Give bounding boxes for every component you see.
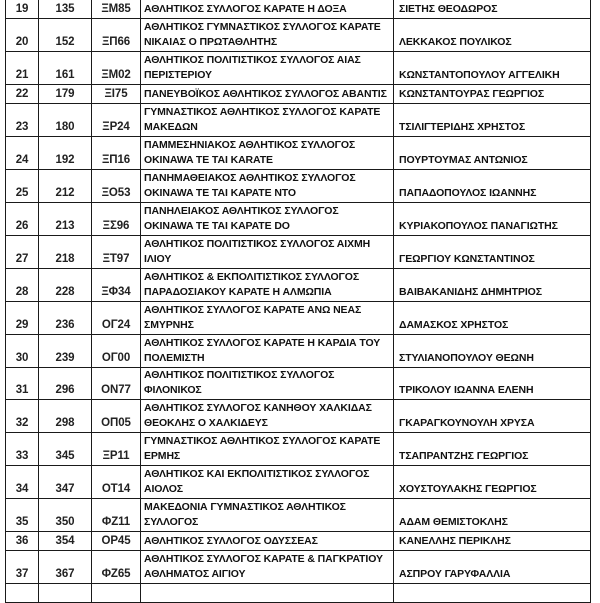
club-name: ΑΘΛΗΤΙΚΟΣ ΣΥΛΛΟΓΟΣ ΚΑΝΗΘΟΥ ΧΑΛΚΙΔΑΣ ΘΕΟΚΛΗΣ Ο ΧΑΛΚΙΔΕΥΣ xyxy=(141,400,394,433)
club-code: ΞΡ24 xyxy=(92,104,141,137)
club-name: ΑΘΛΗΤΙΚΟΣ ΓΥΜΝΑΣΤΙΚΟΣ ΣΥΛΛΟΓΟΣ ΚΑΡΑΤΕ ΝΙΚΑΙΑΣ Ο ΠΡΩΤΑΘΛΗΤΗΣ xyxy=(141,19,394,52)
table-row xyxy=(6,433,591,466)
club-name: ΑΘΛΗΤΙΚΟΣ ΣΥΛΛΟΓΟΣ ΟΔΥΣΣΕΑΣ xyxy=(141,532,394,551)
row-number: 23 xyxy=(6,104,39,137)
representative-name: ΒΑΙΒΑΚΑΝΙΔΗΣ ΔΗΜΗΤΡΙΟΣ xyxy=(394,269,591,302)
table-row xyxy=(6,335,591,368)
row-number: 20 xyxy=(6,19,39,52)
registry-number: 228 xyxy=(39,269,92,302)
row-number: 22 xyxy=(6,85,39,104)
registry-number: 236 xyxy=(39,302,92,335)
row-number: 33 xyxy=(6,433,39,466)
club-name: ΑΘΛΗΤΙΚΟΣ ΣΥΛΛΟΓΟΣ ΚΑΡΑΤΕ Η ΚΑΡΔΙΑ ΤΟΥ ΠΟΛΕΜΙΣΤΗ xyxy=(141,335,394,368)
club-code: ΞΦ34 xyxy=(92,269,141,302)
row-number: 30 xyxy=(6,335,39,368)
registry-number: 212 xyxy=(39,170,92,203)
registry-number: 345 xyxy=(39,433,92,466)
club-name: ΓΥΜΝΑΣΤΙΚΟΣ ΑΘΛΗΤΙΚΟΣ ΣΥΛΛΟΓΟΣ ΚΑΡΑΤΕ ΕΡΜΗΣ xyxy=(141,433,394,466)
table-row xyxy=(6,466,591,499)
empty-cell xyxy=(141,584,394,603)
representative-name: ΔΑΜΑΣΚΟΣ ΧΡΗΣΤΟΣ xyxy=(394,302,591,335)
registry-number: 298 xyxy=(39,400,92,433)
clubs-table-body xyxy=(6,0,591,603)
club-name: ΑΘΛΗΤΙΚΟΣ ΚΑΙ ΕΚΠΟΛΙΤΙΣΤΙΚΟΣ ΣΥΛΛΟΓΟΣ ΑΙΟΛΟΣ xyxy=(141,466,394,499)
table-row xyxy=(6,19,591,52)
club-name: ΑΘΛΗΤΙΚΟΣ ΣΥΛΛΟΓΟΣ ΚΑΡΑΤΕ ΑΝΩ ΝΕΑΣ ΣΜΥΡΝΗΣ xyxy=(141,302,394,335)
table-row xyxy=(6,137,591,170)
registry-number: 347 xyxy=(39,466,92,499)
club-code: ΞΙ75 xyxy=(92,85,141,104)
club-code: ΞΠ16 xyxy=(92,137,141,170)
table-row xyxy=(6,0,591,19)
table-row xyxy=(6,104,591,137)
club-code: ΟΠ05 xyxy=(92,400,141,433)
row-number: 26 xyxy=(6,203,39,236)
row-number: 27 xyxy=(6,236,39,269)
club-code: ΟΤ14 xyxy=(92,466,141,499)
empty-cell xyxy=(394,584,591,603)
club-code: ΞΟ53 xyxy=(92,170,141,203)
registry-number: 367 xyxy=(39,551,92,584)
empty-cell xyxy=(6,584,39,603)
table-row xyxy=(6,302,591,335)
table-row xyxy=(6,203,591,236)
representative-name: ΑΔΑΜ ΘΕΜΙΣΤΟΚΛΗΣ xyxy=(394,499,591,532)
representative-name: ΤΣΙΛΙΓΤΕΡΙΔΗΣ ΧΡΗΣΤΟΣ xyxy=(394,104,591,137)
representative-name: ΑΣΠΡΟΥ ΓΑΡΥΦΑΛΛΙΑ xyxy=(394,551,591,584)
club-code: ΟΓ00 xyxy=(92,335,141,368)
registry-number: 135 xyxy=(39,0,92,19)
registry-number: 354 xyxy=(39,532,92,551)
club-code: ΞΣ96 xyxy=(92,203,141,236)
club-name: ΑΘΛΗΤΙΚΟΣ ΣΥΛΛΟΓΟΣ ΚΑΡΑΤΕ & ΠΑΓΚΡΑΤΙΟΥ ΑΘΛΗΜΑΤΟΣ ΑΙΓΙΟΥ xyxy=(141,551,394,584)
club-name: ΑΘΛΗΤΙΚΟΣ ΠΟΛΙΤΙΣΤΙΚΟΣ ΣΥΛΛΟΓΟΣ ΦΙΛΟΝΙΚΟΣ xyxy=(141,368,394,400)
representative-name: ΚΑΝΕΛΛΗΣ ΠΕΡΙΚΛΗΣ xyxy=(394,532,591,551)
empty-cell xyxy=(92,584,141,603)
registry-number: 239 xyxy=(39,335,92,368)
clubs-table xyxy=(5,0,591,603)
club-name: ΠΑΝΗΛΕΙΑΚΟΣ ΑΘΛΗΤΙΚΟΣ ΣΥΛΛΟΓΟΣ OKINAWA ΤΕ ΤΑΙ ΚΑΡΑΤΕ DO xyxy=(141,203,394,236)
representative-name: ΓΕΩΡΓΙΟΥ ΚΩΝΣΤΑΝΤΙΝΟΣ xyxy=(394,236,591,269)
registry-number: 180 xyxy=(39,104,92,137)
table-row xyxy=(6,269,591,302)
club-code: ΞΤ97 xyxy=(92,236,141,269)
table-row xyxy=(6,52,591,85)
club-code: ΟΓ24 xyxy=(92,302,141,335)
club-name: ΑΘΛΗΤΙΚΟΣ ΠΟΛΙΤΙΣΤΙΚΟΣ ΣΥΛΛΟΓΟΣ ΑΙΧΜΗ ΙΛΙΟΥ xyxy=(141,236,394,269)
club-name: ΑΘΛΗΤΙΚΟΣ ΠΟΛΙΤΙΣΤΙΚΟΣ ΣΥΛΛΟΓΟΣ ΑΙΑΣ ΠΕΡΙΣΤΕΡΙΟΥ xyxy=(141,52,394,85)
row-number: 29 xyxy=(6,302,39,335)
table-row xyxy=(6,499,591,532)
representative-name: ΚΥΡΙΑΚΟΠΟΥΛΟΣ ΠΑΝΑΓΙΩΤΗΣ xyxy=(394,203,591,236)
representative-name: ΧΟΥΣΤΟΥΛΑΚΗΣ ΓΕΩΡΓΙΟΣ xyxy=(394,466,591,499)
row-number: 36 xyxy=(6,532,39,551)
registry-number: 161 xyxy=(39,52,92,85)
representative-name: ΚΩΝΣΤΑΝΤΟΥΡΑΣ ΓΕΩΡΓΙΟΣ xyxy=(394,85,591,104)
row-number: 21 xyxy=(6,52,39,85)
registry-number: 218 xyxy=(39,236,92,269)
row-number: 25 xyxy=(6,170,39,203)
club-code: ΟΡ45 xyxy=(92,532,141,551)
club-name: ΜΑΚΕΔΟΝΙΑ ΓΥΜΝΑΣΤΙΚΟΣ ΑΘΛΗΤΙΚΟΣ ΣΥΛΛΟΓΟΣ xyxy=(141,499,394,532)
row-number: 32 xyxy=(6,400,39,433)
club-name: ΑΘΛΗΤΙΚΟΣ ΣΥΛΛΟΓΟΣ ΚΑΡΑΤΕ Η ΔΟΞΑ xyxy=(141,0,394,19)
club-code: ΦΖ11 xyxy=(92,499,141,532)
club-name: ΠΑΝΕΥΒΟΪΚΟΣ ΑΘΛΗΤΙΚΟΣ ΣΥΛΛΟΓΟΣ ΑΒΑΝΤΙΣ xyxy=(141,85,394,104)
club-name: ΓΥΜΝΑΣΤΙΚΟΣ ΑΘΛΗΤΙΚΟΣ ΣΥΛΛΟΓΟΣ ΚΑΡΑΤΕ ΜΑΚΕΔΩΝ xyxy=(141,104,394,137)
representative-name: ΓΚΑΡΑΓΚΟΥΝΟΥΛΗ ΧΡΥΣΑ xyxy=(394,400,591,433)
representative-name: ΣΤΥΛΙΑΝΟΠΟΥΛΟΥ ΘΕΩΝΗ xyxy=(394,335,591,368)
row-number: 34 xyxy=(6,466,39,499)
representative-name: ΤΣΑΠΡΑΝΤΖΗΣ ΓΕΩΡΓΙΟΣ xyxy=(394,433,591,466)
row-number: 24 xyxy=(6,137,39,170)
table-row xyxy=(6,368,591,400)
registry-number: 179 xyxy=(39,85,92,104)
row-number: 28 xyxy=(6,269,39,302)
club-code: ΞΜ02 xyxy=(92,52,141,85)
club-name: ΑΘΛΗΤΙΚΟΣ & ΕΚΠΟΛΙΤΙΣΤΙΚΟΣ ΣΥΛΛΟΓΟΣ ΠΑΡΑΔΟΣΙΑΚΟΥ ΚΑΡΑΤΕ Η ΑΛΜΩΠΙΑ xyxy=(141,269,394,302)
representative-name: ΠΑΠΑΔΟΠΟΥΛΟΣ ΙΩΑΝΝΗΣ xyxy=(394,170,591,203)
table-row xyxy=(6,400,591,433)
table-row xyxy=(6,236,591,269)
table-row xyxy=(6,532,591,551)
representative-name: ΤΡΙΚΟΛΟΥ ΙΩΑΝΝΑ ΕΛΕΝΗ xyxy=(394,368,591,400)
registry-number: 296 xyxy=(39,368,92,400)
registry-number: 350 xyxy=(39,499,92,532)
row-number: 31 xyxy=(6,368,39,400)
row-number: 37 xyxy=(6,551,39,584)
row-number: 35 xyxy=(6,499,39,532)
club-code: ΦΖ65 xyxy=(92,551,141,584)
club-code: ΞΠ66 xyxy=(92,19,141,52)
club-code: ΞΡ11 xyxy=(92,433,141,466)
representative-name: ΠΟΥΡΤΟΥΜΑΣ ΑΝΤΩΝΙΟΣ xyxy=(394,137,591,170)
club-name: ΠΑΝΗΜΑΘΕΙΑΚΟΣ ΑΘΛΗΤΙΚΟΣ ΣΥΛΛΟΓΟΣ OKINAWA ΤΕ ΤΑΙ ΚΑΡΑΤΕ ΝΤΟ xyxy=(141,170,394,203)
table-row-partial xyxy=(6,584,591,603)
registry-number: 152 xyxy=(39,19,92,52)
table-row xyxy=(6,551,591,584)
representative-name: ΚΩΝΣΤΑΝΤΟΠΟΥΛΟΥ ΑΓΓΕΛΙΚΗ xyxy=(394,52,591,85)
representative-name: ΛΕΚΚΑΚΟΣ ΠΟΥΛΙΚΟΣ xyxy=(394,19,591,52)
club-code: ΟΝ77 xyxy=(92,368,141,400)
empty-cell xyxy=(39,584,92,603)
representative-name: ΣΙΕΤΗΣ ΘΕΟΔΩΡΟΣ xyxy=(394,0,591,19)
registry-number: 192 xyxy=(39,137,92,170)
registry-number: 213 xyxy=(39,203,92,236)
table-row xyxy=(6,85,591,104)
club-name: ΠΑΜΜΕΣΗΝΙΑΚΟΣ ΑΘΛΗΤΙΚΟΣ ΣΥΛΛΟΓΟΣ OKINAWA ΤΕ ΤΑΙ KARATE xyxy=(141,137,394,170)
row-number: 19 xyxy=(6,0,39,19)
table-row xyxy=(6,170,591,203)
club-code: ΞΜ85 xyxy=(92,0,141,19)
